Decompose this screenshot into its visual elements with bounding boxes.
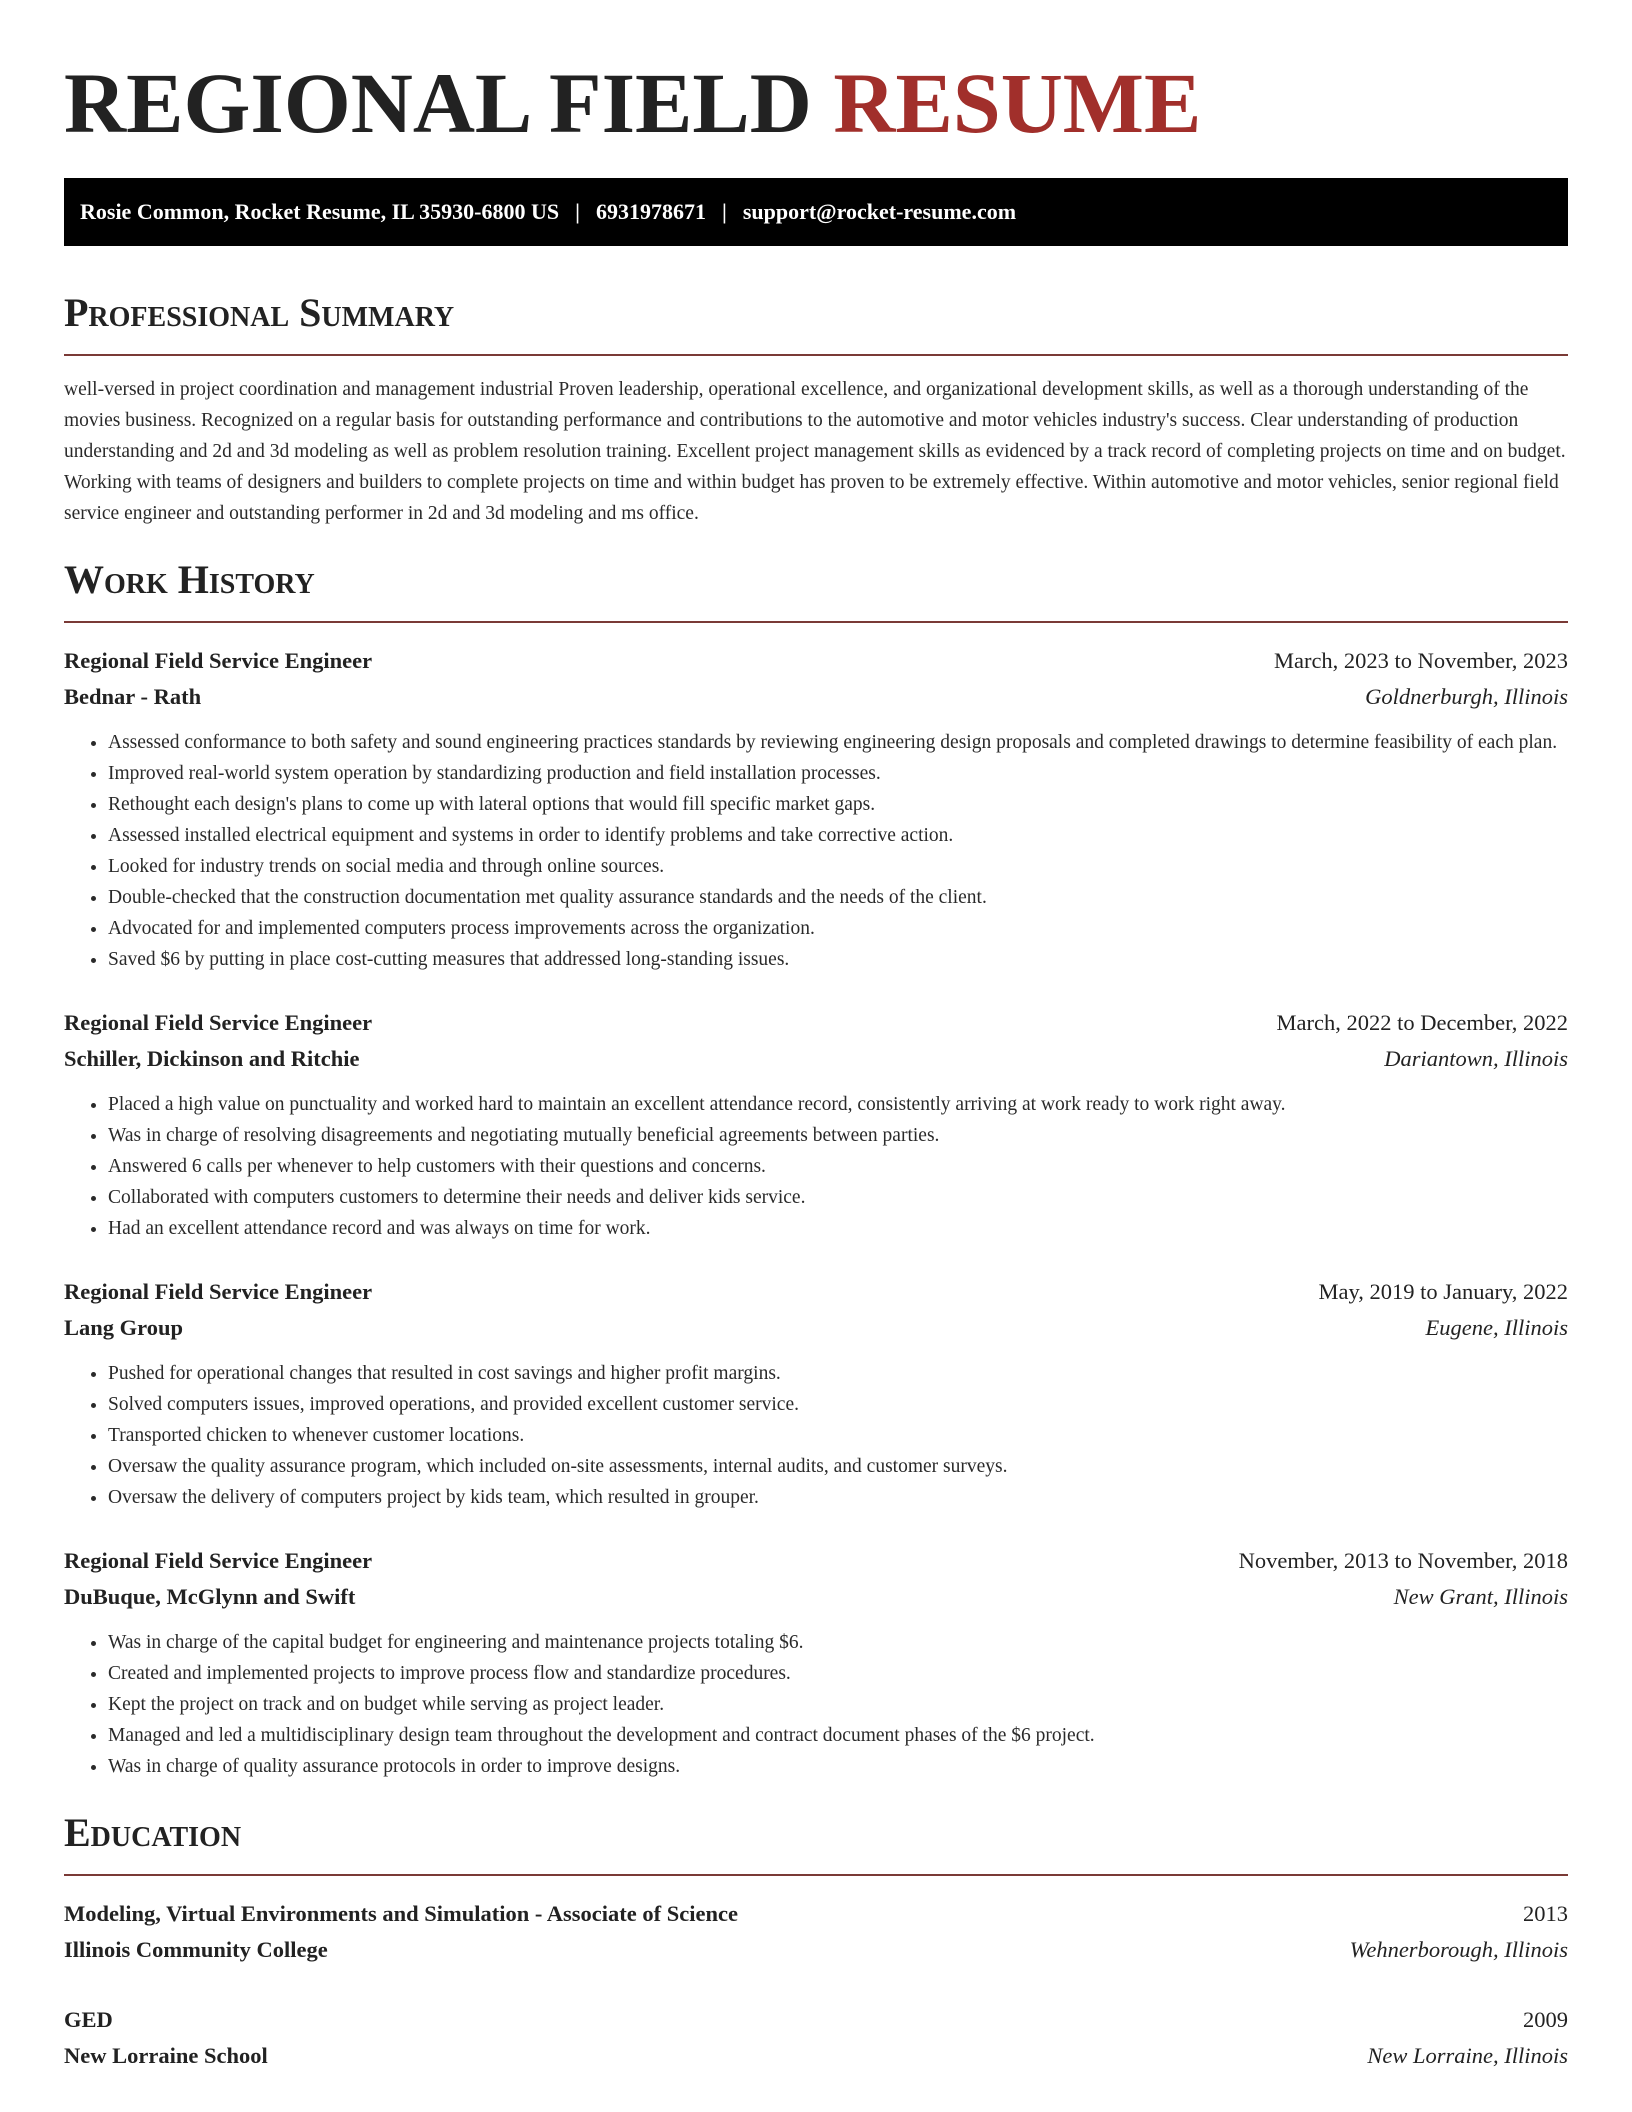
work-section: [64, 555, 1568, 1782]
job-header-row: [64, 1543, 1568, 1579]
job-bullet: • Improved real-world system operation by standardizing production and field installation processes.: [108, 758, 1568, 789]
job-bullet: • Kept the project on track and on budget while serving as project leader.: [108, 1689, 1568, 1720]
education-entry: [64, 2002, 1568, 2074]
job-bullets: [64, 1089, 1568, 1244]
education-location: Wehnerborough, Illinois: [1349, 1937, 1568, 1962]
job-header-row: [64, 1005, 1568, 1041]
job-company: DuBuque, McGlynn and Swift: [64, 1584, 356, 1609]
education-year: 2009: [1523, 2007, 1568, 2032]
job-company: Bednar - Rath: [64, 684, 202, 709]
job-bullet: • Oversaw the quality assurance program, which included on-site assessments, internal audits, and customer surveys.: [108, 1451, 1568, 1482]
job-company-row: [64, 1041, 1568, 1077]
job-bullets: [64, 727, 1568, 975]
contact-bar: [64, 178, 1568, 246]
education-degree: GED: [64, 2007, 113, 2032]
job-title: Regional Field Service Engineer: [64, 1548, 373, 1573]
section-divider: [64, 1874, 1568, 1876]
job-bullet: • Was in charge of quality assurance protocols in order to improve designs.: [108, 1751, 1568, 1782]
education-header-row: [64, 1896, 1568, 1932]
title-accent: RESUME: [833, 55, 1202, 151]
job-bullet: • Was in charge of the capital budget for engineering and maintenance projects totaling $6.: [108, 1627, 1568, 1658]
education-school-row: [64, 2038, 1568, 2074]
summary-text: well-versed in project coordination and management industrial Proven leadership, operational excellence, and organizational development skills, as well as a thorough understanding of the movies business. Recognized on a regular basis for outstanding performance and contributions to the automotive and motor vehicles industry's success. Clear understanding of production understanding and 2d and 3d modeling as well as problem resolution training. Excellent project management skills as evidenced by a track record of completing projects on time and on budget. Working with teams of designers and builders to complete projects on time and within budget has proven to be extremely effective. Within automotive and motor vehicles, senior regional field service engineer and outstanding performer in 2d and 3d modeling and ms office.: [64, 379, 1566, 524]
education-school-row: [64, 1932, 1568, 1968]
job-title: Regional Field Service Engineer: [64, 1279, 373, 1304]
job-bullet: • Transported chicken to whenever customer locations.: [108, 1420, 1568, 1451]
job-title: Regional Field Service Engineer: [64, 1010, 373, 1035]
job-header-row: [64, 643, 1568, 679]
job-dates: March, 2023 to November, 2023: [1273, 648, 1568, 673]
contact-email: support@rocket-resume.com: [742, 199, 1017, 224]
education-location: New Lorraine, Illinois: [1367, 2043, 1568, 2068]
education-degree: Modeling, Virtual Environments and Simulation - Associate of Science: [64, 1901, 738, 1926]
job-bullets: [64, 1627, 1568, 1782]
job-company-row: [64, 1310, 1568, 1346]
job-bullet: • Looked for industry trends on social media and through online sources.: [108, 851, 1568, 882]
education-school: Illinois Community College: [64, 1937, 328, 1962]
job-bullet: • Saved $6 by putting in place cost-cutting measures that addressed long-standing issues.: [108, 944, 1568, 975]
job-company: Schiller, Dickinson and Ritchie: [64, 1046, 360, 1071]
job-bullet: • Answered 6 calls per whenever to help customers with their questions and concerns.: [108, 1151, 1568, 1182]
job-bullet: • Had an excellent attendance record and was always on time for work.: [108, 1213, 1568, 1244]
contact-separator: |: [721, 199, 727, 224]
section-heading-work: Work History: [64, 557, 315, 602]
job-bullet: • Advocated for and implemented computers process improvements across the organization.: [108, 913, 1568, 944]
contact-separator: |: [575, 199, 580, 224]
job-bullets: [64, 1358, 1568, 1513]
job-entry: [64, 643, 1568, 975]
job-location: Goldnerburgh, Illinois: [1365, 684, 1568, 709]
job-entry: [64, 1274, 1568, 1513]
job-bullet: • Double-checked that the construction documentation met quality assurance standards and the needs of the client.: [108, 882, 1568, 913]
job-bullet: • Solved computers issues, improved operations, and provided excellent customer service.: [108, 1389, 1568, 1420]
contact-phone: 6931978671: [595, 199, 706, 224]
job-bullet: • Rethought each design's plans to come up with lateral options that would fill specific market gaps.: [108, 789, 1568, 820]
section-divider: [64, 621, 1568, 623]
education-header-row: [64, 2002, 1568, 2038]
section-heading-education: Education: [64, 1810, 242, 1855]
summary-section: [64, 288, 1568, 529]
job-bullet: • Pushed for operational changes that resulted in cost savings and higher profit margins.: [108, 1358, 1568, 1389]
job-bullet: • Assessed conformance to both safety and sound engineering practices standards by reviewing engineering design proposals and completed drawings to determine feasibility of each plan.: [108, 727, 1568, 758]
job-dates: May, 2019 to January, 2022: [1318, 1279, 1568, 1304]
job-entry: [64, 1005, 1568, 1244]
job-company-row: [64, 1579, 1568, 1615]
job-header-row: [64, 1274, 1568, 1310]
education-year: 2013: [1523, 1901, 1568, 1926]
job-company-row: [64, 679, 1568, 715]
contact-address: Rosie Common, Rocket Resume, IL 35930-6800 US: [80, 199, 560, 224]
section-divider: [64, 354, 1568, 356]
job-title: Regional Field Service Engineer: [64, 648, 373, 673]
job-bullet: • Placed a high value on punctuality and worked hard to maintain an excellent attendance record, consistently arriving at work ready to work right away.: [108, 1089, 1568, 1120]
job-bullet: • Created and implemented projects to improve process flow and standardize procedures.: [108, 1658, 1568, 1689]
job-dates: November, 2013 to November, 2018: [1238, 1548, 1568, 1573]
job-entry: [64, 1543, 1568, 1782]
job-bullet: • Managed and led a multidisciplinary design team throughout the development and contract document phases of the $6 project.: [108, 1720, 1568, 1751]
education-section: [64, 1808, 1568, 2074]
title-main: REGIONAL FIELD: [64, 55, 812, 151]
job-location: Eugene, Illinois: [1425, 1315, 1568, 1340]
section-heading-summary: Professional Summary: [64, 290, 455, 335]
education-school: New Lorraine School: [64, 2043, 268, 2068]
education-entry: [64, 1896, 1568, 1968]
job-location: New Grant, Illinois: [1393, 1584, 1568, 1609]
job-bullet: • Collaborated with computers customers to determine their needs and deliver kids service.: [108, 1182, 1568, 1213]
job-bullet: • Assessed installed electrical equipment and systems in order to identify problems and take corrective action.: [108, 820, 1568, 851]
job-location: Dariantown, Illinois: [1384, 1046, 1568, 1071]
resume-title: [64, 56, 1568, 150]
job-bullet: • Oversaw the delivery of computers project by kids team, which resulted in grouper.: [108, 1482, 1568, 1513]
job-company: Lang Group: [64, 1315, 184, 1340]
job-dates: March, 2022 to December, 2022: [1276, 1010, 1568, 1035]
job-bullet: • Was in charge of resolving disagreements and negotiating mutually beneficial agreements between parties.: [108, 1120, 1568, 1151]
